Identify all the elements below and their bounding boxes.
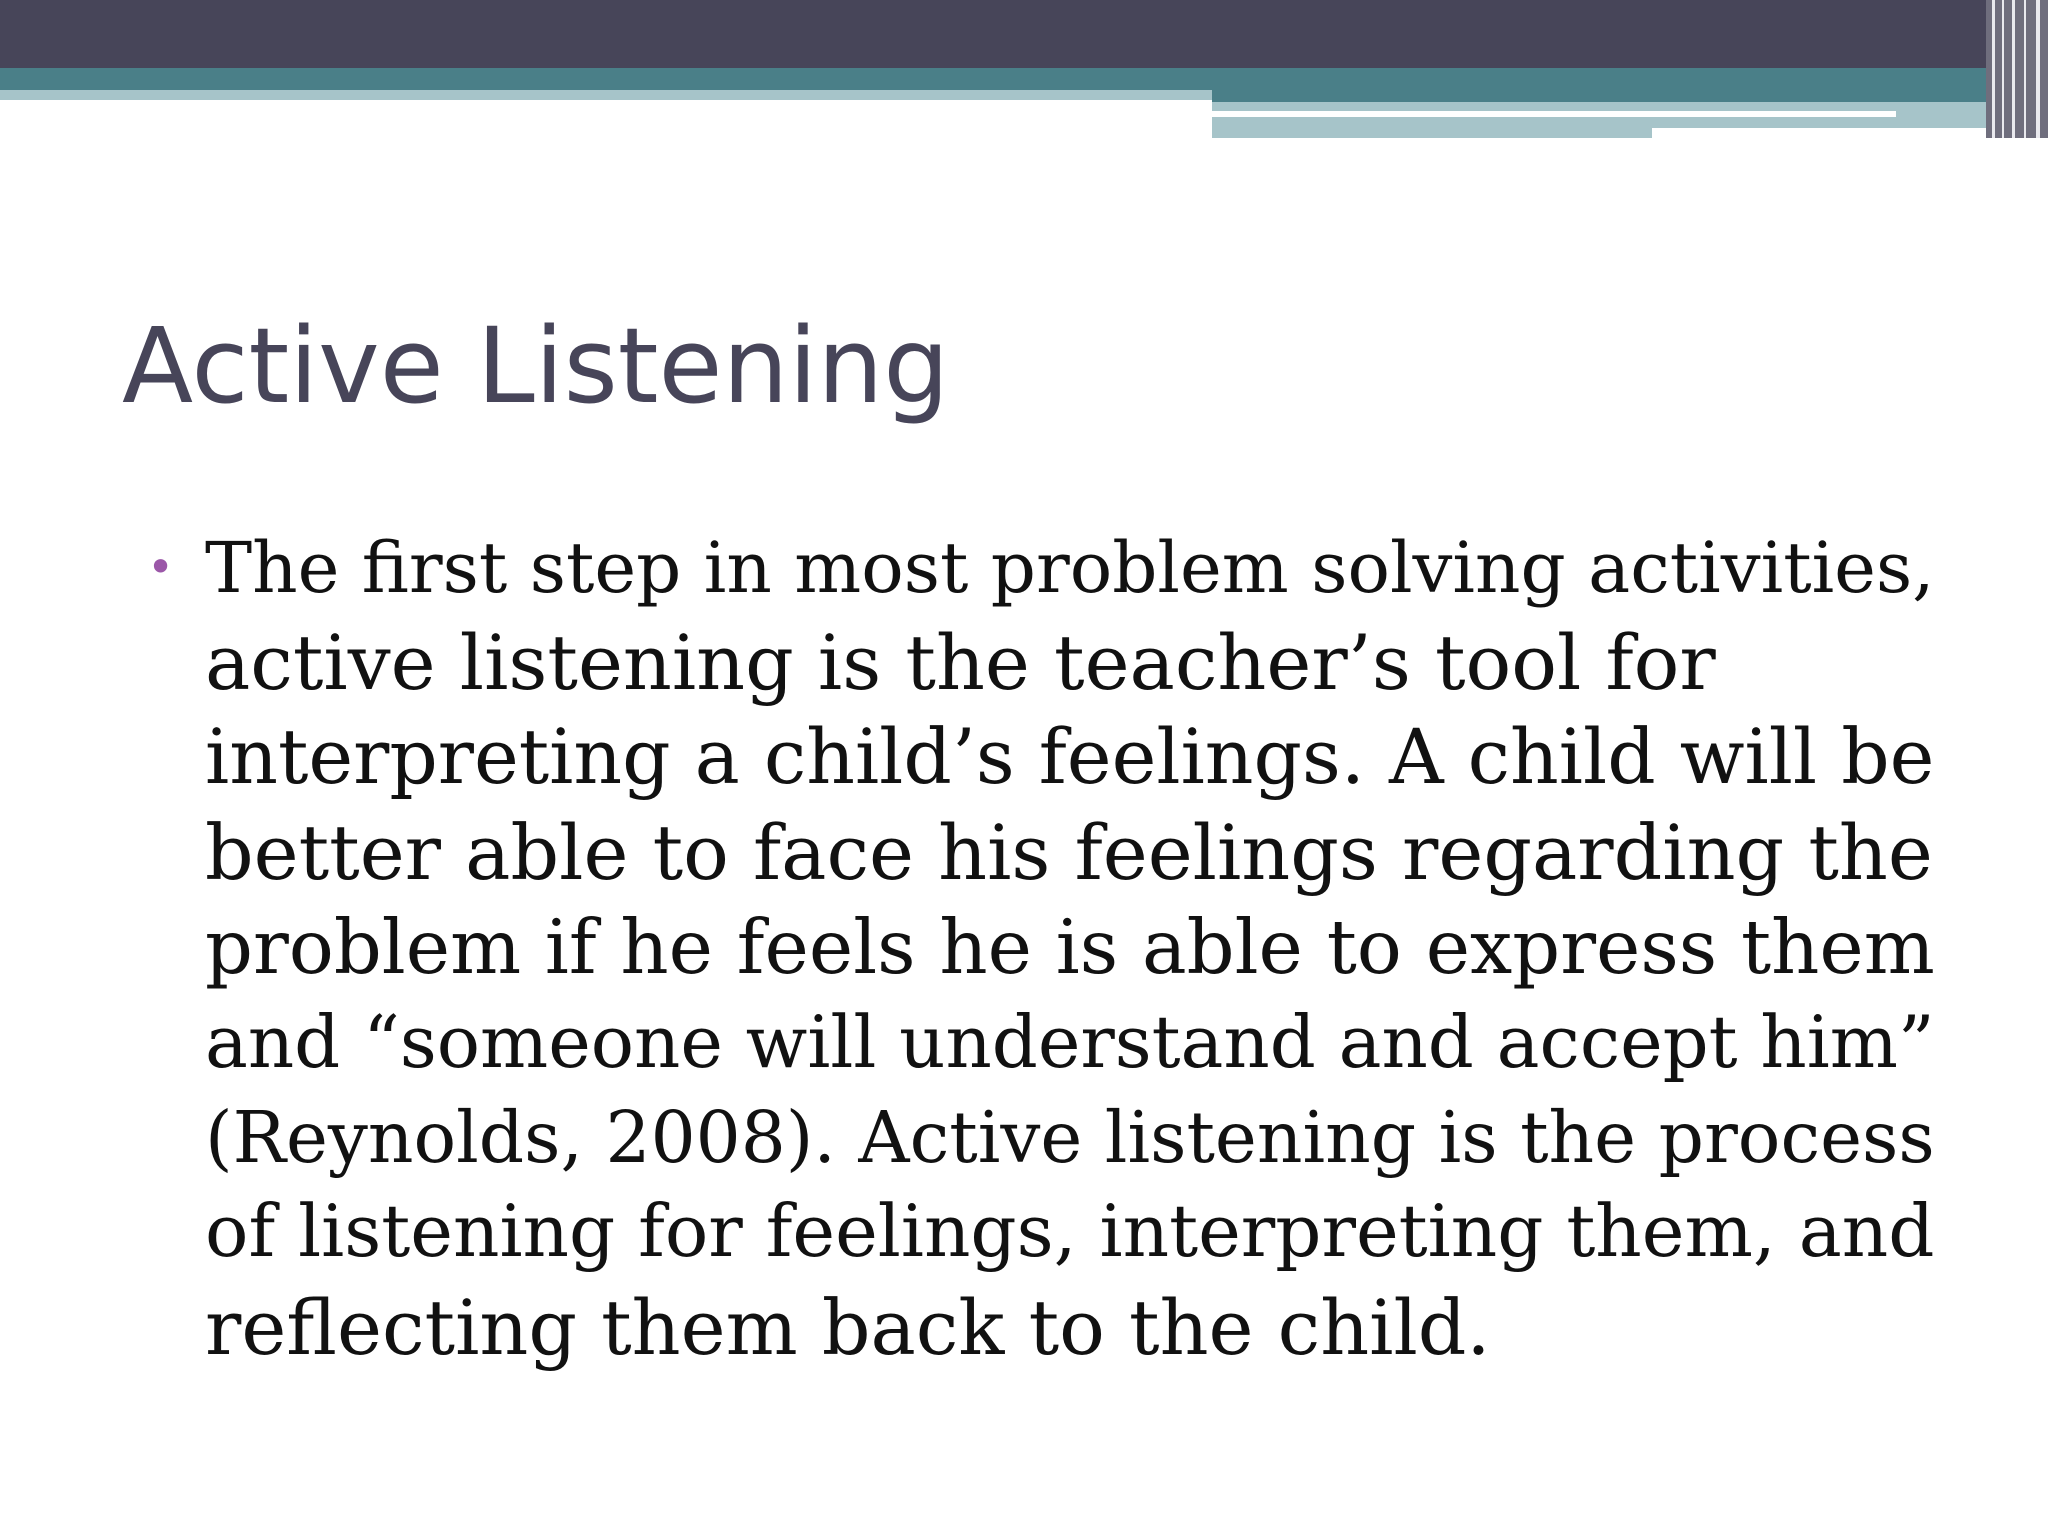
bullet-icon: •: [147, 540, 175, 594]
banner-edge-line: [1992, 0, 1995, 138]
bullet-item: [145, 520, 1935, 1375]
banner-light-band: [0, 90, 1212, 100]
body-text-line: and “someone will understand and accept him”: [205, 1000, 1935, 1084]
body-text-line: The first step in most problem solving activities,: [205, 526, 1935, 609]
body-text-line: of listening for feelings, interpreting them, and: [205, 1190, 1935, 1274]
body-text-line: active listening is the teacher’s tool for: [205, 618, 1716, 707]
banner-edge-line: [2036, 0, 2040, 138]
body-text-line: reflecting them back to the child.: [205, 1283, 1491, 1372]
slide-title: Active Listening: [122, 305, 950, 427]
banner-edge-line: [2024, 0, 2026, 138]
body-text-line: better able to face his feelings regarding the: [205, 808, 1933, 897]
banner-right-teal-block: [1212, 90, 2048, 102]
body-text-line: interpreting a child’s feelings. A child will be: [205, 713, 1935, 801]
banner-dark-band: [0, 0, 2048, 68]
banner-white-stripe: [1212, 111, 1896, 117]
body-text-line: problem if he feels he is able to express them: [205, 903, 1935, 991]
banner-teal-band: [0, 68, 2048, 90]
banner-edge-line: [2002, 0, 2004, 138]
body-bullet-list: [145, 520, 1935, 1375]
body-text-line: (Reynolds, 2008). Active listening is the process: [205, 1096, 1935, 1179]
banner-edge-line: [2012, 0, 2015, 138]
